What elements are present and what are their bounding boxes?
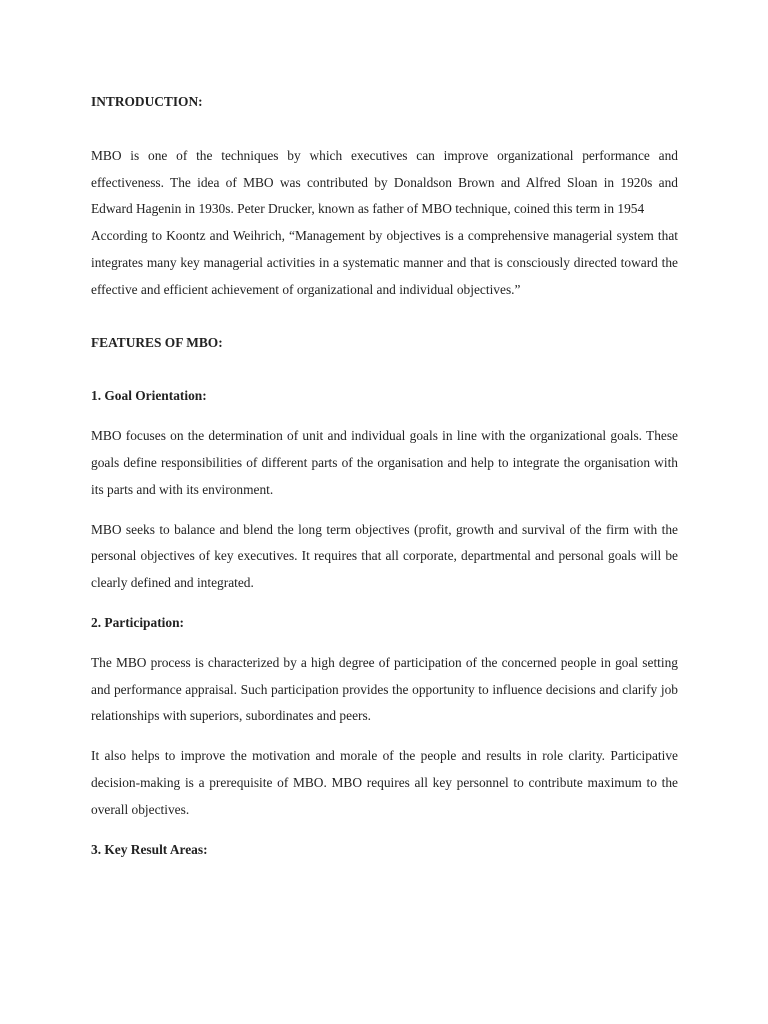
participation-paragraph-2: It also helps to improve the motivation and morale of the people and results in role clarity. Participative decision-making is a prerequisite of MBO. MBO requires all key personnel to contribute maximum to the overall objectives.	[91, 748, 678, 817]
section-title-participation: 2. Participation:	[91, 614, 184, 630]
features-heading: FEATURES OF MBO:	[91, 334, 223, 350]
participation-paragraph-1: The MBO process is characterized by a high degree of participation of the concerned people in goal setting and performance appraisal. Such participation provides the opportunity to influence decisions and clarify job relationships with superiors, subordinates and peers.	[91, 654, 678, 724]
intro-paragraph-2: According to Koontz and Weihrich, “Management by objectives is a comprehensive managerial system that integrates many key managerial activities in a systematic manner and that is consciously directed toward the effective and efficient achievement of organizational and individual objectives.”	[91, 228, 678, 297]
document-page	[91, 89, 678, 863]
section-title-key-result-areas: 3. Key Result Areas:	[91, 841, 208, 857]
goal-orientation-paragraph-1: MBO focuses on the determination of unit and individual goals in line with the organizational goals. These goals define responsibilities of different parts of the organisation and help to integrate the organisation with its parts and with its environment.	[91, 428, 678, 497]
goal-orientation-paragraph-2: MBO seeks to balance and blend the long term objectives (profit, growth and survival of the firm with the personal objectives of key executives. It requires that all corporate, departmental and personal goals will be clearly defined and integrated.	[91, 521, 678, 591]
section-title-goal-orientation: 1. Goal Orientation:	[91, 388, 207, 404]
intro-heading: INTRODUCTION:	[91, 94, 203, 109]
intro-paragraph-1: MBO is one of the techniques by which executives can improve organizational performance and effectiveness. The idea of MBO was contributed by Donaldson Brown and Alfred Sloan in 1920s and Edward Hagenin in 1930s. Peter Drucker, known as father of MBO technique, coined this term in 1954	[91, 147, 678, 217]
